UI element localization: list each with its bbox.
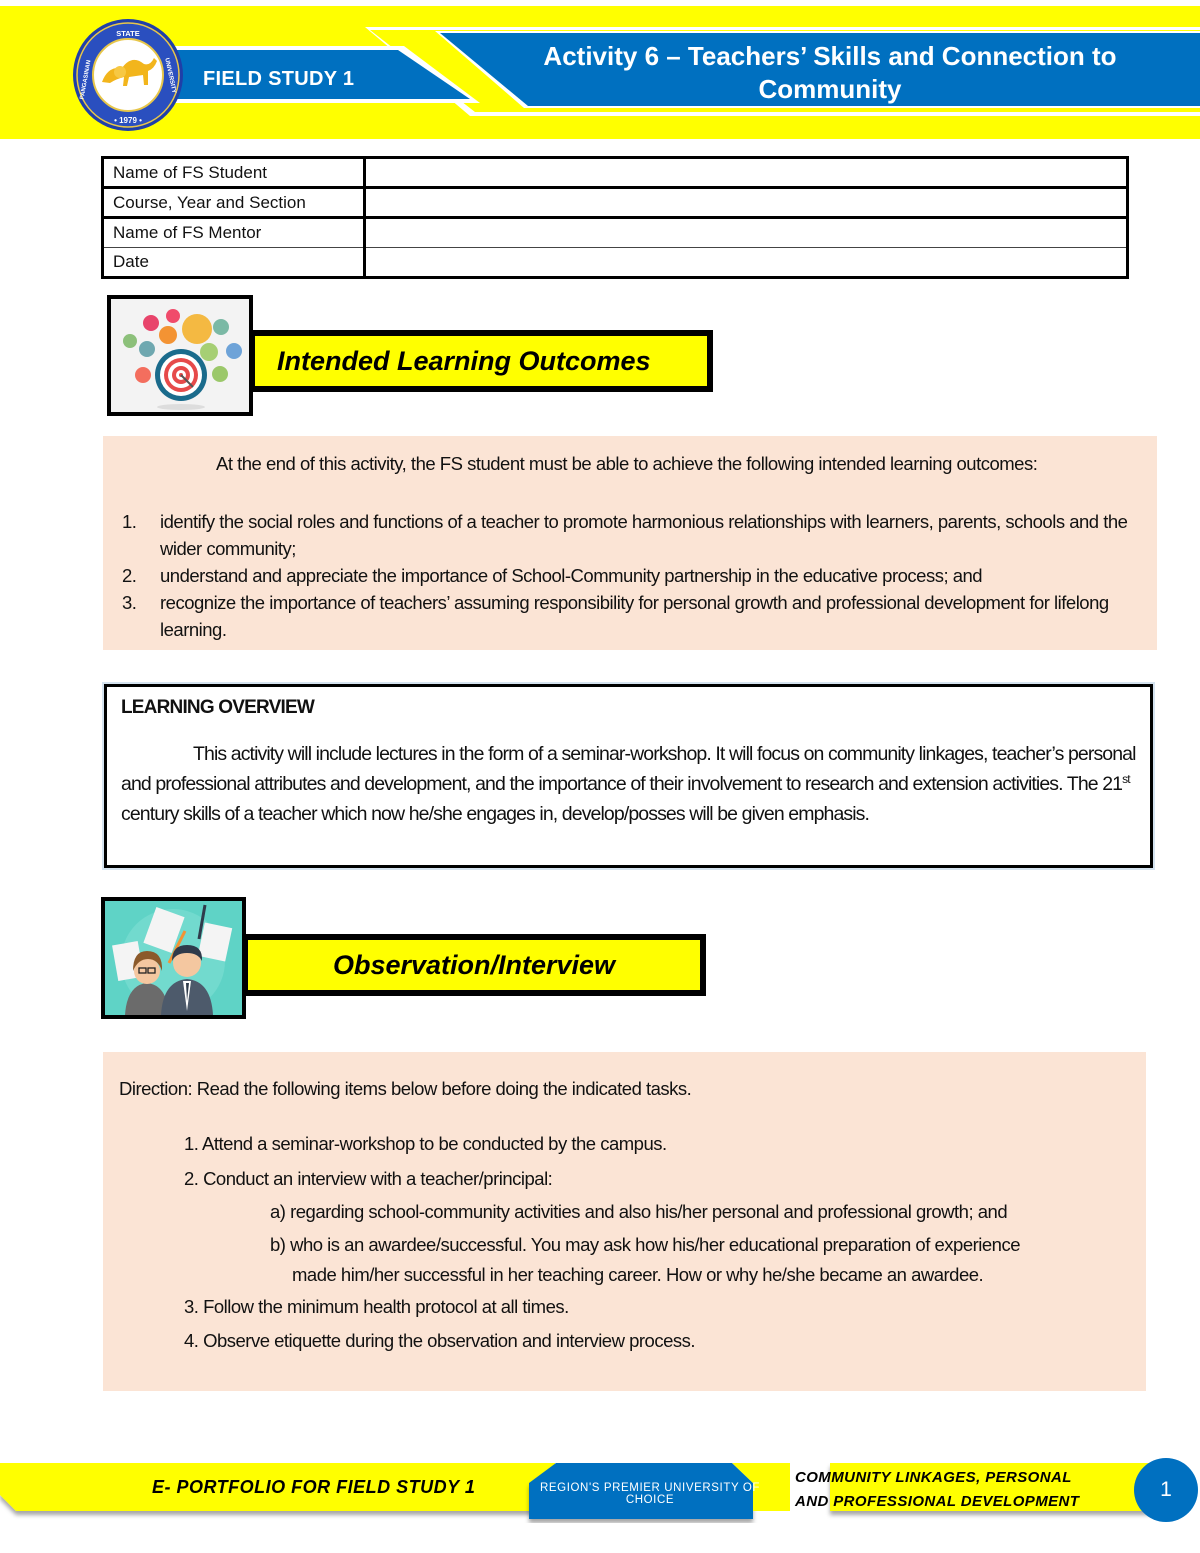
mentor-name-field[interactable] (365, 218, 1128, 248)
overview-superscript: st (1122, 772, 1130, 786)
svg-text:PANGASINAN: PANGASINAN (79, 59, 93, 100)
student-info-table (101, 156, 1129, 279)
task-subitem: b) who is an awardee/successful. You may ask how his/her educational preparation of experience (270, 1234, 1020, 1255)
student-name-field[interactable] (365, 158, 1128, 188)
activity-title: Activity 6 – Teachers’ Skills and Connection to Community (543, 41, 1117, 104)
university-seal-icon (72, 18, 184, 133)
svg-text:UNIVERSITY: UNIVERSITY (163, 57, 177, 95)
table-row (103, 248, 1128, 278)
task-item: 4. Observe etiquette during the observation and interview process. (184, 1330, 696, 1351)
task-subitem: a) regarding school-community activities and also his/her personal and professional growth; and (270, 1201, 1008, 1222)
svg-text:• 1979 •: • 1979 • (114, 116, 142, 125)
footer-section-label (795, 1466, 1079, 1514)
page-header (0, 6, 1200, 139)
task-item: 3. Follow the minimum health protocol at all times. (184, 1296, 569, 1317)
list-item (122, 562, 1132, 589)
table-row (103, 158, 1128, 188)
date-field[interactable] (365, 248, 1128, 278)
list-item (122, 508, 1132, 562)
page-number-badge: 1 (1134, 1458, 1198, 1522)
footer-section-line2: AND PROFESSIONAL DEVELOPMENT (795, 1493, 1080, 1510)
list-item-number: 3. (122, 592, 137, 613)
svg-text:STATE: STATE (116, 29, 140, 38)
task-item: 2. Conduct an interview with a teacher/principal: (184, 1168, 553, 1189)
overview-text-part1: This activity will include lectures in the form of a seminar-workshop. It will focus on community linkages, teacher’s personal and professional attributes and development, and the importance of their involvement to research and extension activities. The 21 (121, 743, 1136, 795)
course-year-section-field[interactable] (365, 188, 1128, 218)
learning-overview-box (104, 684, 1153, 868)
learning-overview-heading: LEARNING OVERVIEW (121, 697, 314, 718)
direction-text: Direction: Read the following items below before doing the indicated tasks. (119, 1078, 692, 1099)
interview-people-icon (105, 901, 242, 1015)
list-item (122, 589, 1132, 643)
overview-text-part2: century skills of a teacher which now he/she engages in, develop/posses will be given emphasis. (121, 803, 870, 825)
course-year-section-label: Course, Year and Section (103, 188, 365, 218)
target-ideas-icon (111, 299, 249, 412)
list-item-text: identify the social roles and functions of a teacher to promote harmonious relationships with learners, parents, schools and the wider community; (160, 511, 1128, 559)
date-label: Date (103, 248, 365, 278)
task-subitem-continued: made him/her successful in her teaching career. How or why he/she became an awardee. (292, 1264, 984, 1285)
table-row (103, 218, 1128, 248)
list-item-text: recognize the importance of teachers’ assuming responsibility for personal growth and professional development for lifelong learning. (160, 592, 1109, 640)
learning-outcomes-heading (249, 330, 713, 392)
table-row (103, 188, 1128, 218)
list-item-text: understand and appreciate the importance of School-Community partnership in the educative process; and (160, 565, 983, 586)
task-item: 1. Attend a seminar-workshop to be conducted by the campus. (184, 1133, 667, 1154)
learning-outcomes-list (122, 508, 1132, 643)
student-name-label: Name of FS Student (103, 158, 365, 188)
list-item-number: 1. (122, 511, 137, 532)
learning-outcomes-intro: At the end of this activity, the FS student must be able to achieve the following intended learning outcomes: (216, 453, 1038, 474)
footer-portfolio-label: E- PORTFOLIO FOR FIELD STUDY 1 (152, 1477, 476, 1497)
list-item-number: 2. (122, 565, 137, 586)
learning-outcomes-title: Intended Learning Outcomes (277, 345, 651, 376)
mentor-name-label: Name of FS Mentor (103, 218, 365, 248)
learning-outcomes-image (107, 295, 253, 416)
observation-image (101, 897, 246, 1019)
learning-overview-body (121, 739, 1143, 829)
observation-title: Observation/Interview (332, 949, 616, 980)
observation-heading (242, 934, 706, 996)
footer-section-line1: COMMUNITY LINKAGES, PERSONAL (795, 1469, 1072, 1486)
footer-tagline: REGION'S PREMIER UNIVERSITY OF CHOICE (540, 1482, 760, 1506)
course-label: FIELD STUDY 1 (203, 68, 355, 90)
